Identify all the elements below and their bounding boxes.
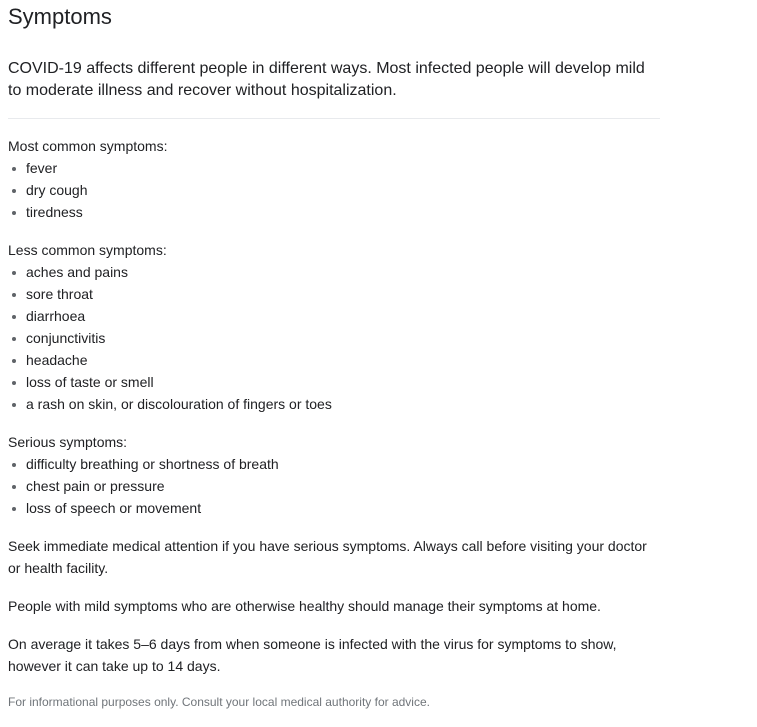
bullet-icon (12, 167, 16, 171)
bullet-icon (12, 211, 16, 215)
list-item (8, 349, 660, 371)
list-item-text: chest pain or pressure (26, 478, 165, 494)
symptom-list (8, 453, 660, 519)
list-item (8, 283, 660, 305)
section-label: Less common symptoms: (8, 242, 167, 258)
divider (8, 118, 660, 119)
list-item-text: aches and pains (26, 264, 128, 280)
list-item (8, 179, 660, 201)
bullet-icon (12, 507, 16, 511)
section-label: Serious symptoms: (8, 434, 128, 450)
list-item-text: a rash on skin, or discolouration of fingers or toes (26, 396, 332, 412)
list-item-text: tiredness (26, 204, 83, 220)
list-item (8, 497, 660, 519)
symptom-list (8, 157, 660, 223)
bullet-icon (12, 315, 16, 319)
bullet-icon (12, 463, 16, 467)
list-item (8, 393, 660, 415)
bullet-icon (12, 271, 16, 275)
page-title: Symptoms (8, 4, 112, 29)
list-item (8, 157, 660, 179)
bullet-icon (12, 359, 16, 363)
list-item-text: dry cough (26, 182, 88, 198)
bullet-icon (12, 293, 16, 297)
intro-text: COVID-19 affects different people in different ways. Most infected people will develop mild to moderate illness and recover without hospitalization. (8, 60, 645, 99)
bullet-icon (12, 337, 16, 341)
disclaimer: For informational purposes only. Consult your local medical authority for advice. (8, 695, 430, 709)
list-item-text: fever (26, 160, 58, 176)
symptom-sections (8, 135, 660, 519)
mild-symptoms-text: People with mild symptoms who are otherwise healthy should manage their symptoms at home. (8, 598, 601, 614)
bullet-icon (12, 189, 16, 193)
list-item (8, 327, 660, 349)
list-item (8, 453, 660, 475)
list-item (8, 371, 660, 393)
list-item-text: diarrhoea (26, 308, 86, 324)
list-item-text: headache (26, 352, 88, 368)
list-item (8, 305, 660, 327)
list-item-text: loss of speech or movement (26, 500, 202, 516)
bullet-icon (12, 403, 16, 407)
list-item (8, 475, 660, 497)
symptoms-body (8, 135, 660, 711)
section-label: Most common symptoms: (8, 138, 168, 154)
symptom-list (8, 261, 660, 415)
list-item-text: loss of taste or smell (26, 374, 154, 390)
list-item (8, 201, 660, 223)
list-item-text: difficulty breathing or shortness of breath (26, 456, 279, 472)
list-item-text: sore throat (26, 286, 93, 302)
list-item-text: conjunctivitis (26, 330, 106, 346)
medical-attention-text: Seek immediate medical attention if you have serious symptoms. Always call before visiting your doctor or health facility. (8, 538, 647, 576)
list-item (8, 261, 660, 283)
bullet-icon (12, 381, 16, 385)
bullet-icon (12, 485, 16, 489)
incubation-text: On average it takes 5–6 days from when someone is infected with the virus for symptoms to show, however it can take up to 14 days. (8, 636, 617, 674)
